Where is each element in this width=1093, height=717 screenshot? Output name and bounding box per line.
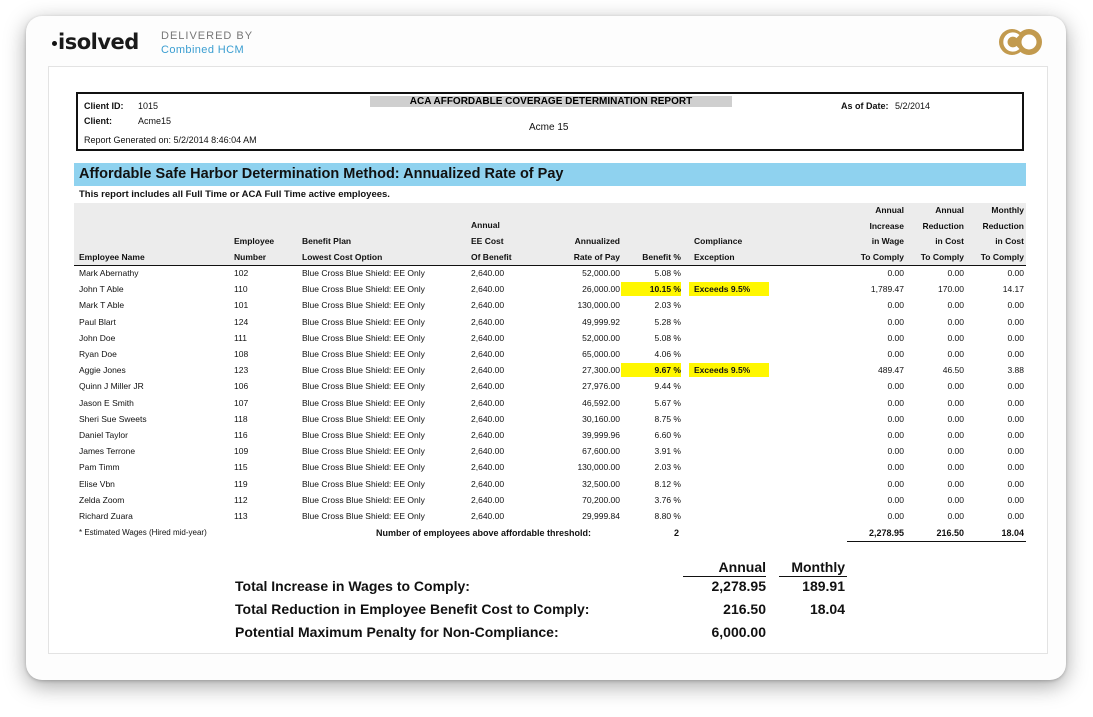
cell-name: Ryan Doe: [79, 349, 117, 359]
cell-name: Quinn J Miller JR: [79, 381, 144, 392]
cell-inc: 0.00: [887, 381, 904, 392]
cell-rate: 32,500.00: [582, 478, 620, 489]
logo-dot-icon: [52, 41, 57, 46]
th-monthly-1: Monthly: [991, 205, 1024, 215]
table-row: [49, 362, 1047, 378]
report-header-box: [76, 92, 1024, 151]
cell-mred: 0.00: [1007, 332, 1024, 343]
cell-mred: 0.00: [1007, 397, 1024, 408]
cell-pct: 2.03 %: [654, 300, 681, 311]
th-increase-4: To Comply: [860, 252, 904, 262]
cell-name: Pam Timm: [79, 462, 120, 473]
cell-exc: Exceeds 9.5%: [694, 284, 751, 295]
cell-plan: Blue Cross Blue Shield: EE Only: [302, 413, 425, 424]
client-id-value: 1015: [138, 101, 159, 111]
cell-plan: Blue Cross Blue Shield: EE Only: [302, 268, 425, 278]
table-row: [49, 378, 1047, 394]
cell-mred: 0.00: [1007, 511, 1024, 521]
cell-num: 118: [234, 413, 248, 424]
table-row: [49, 281, 1047, 297]
cell-pct: 3.76 %: [654, 494, 681, 505]
cell-red: 0.00: [947, 397, 964, 408]
table-row: [49, 476, 1047, 492]
cell-inc: 0.00: [887, 494, 904, 505]
cell-num: 109: [234, 446, 249, 457]
cell-num: 101: [234, 300, 249, 311]
cell-plan: Blue Cross Blue Shield: EE Only: [302, 300, 425, 311]
cell-name: Zelda Zoom: [79, 494, 125, 505]
cell-red: 0.00: [947, 349, 964, 359]
th-compliance-2: Exception: [694, 252, 735, 262]
cell-cost: 2,640.00: [471, 381, 505, 392]
cell-pct: 4.06 %: [654, 349, 681, 359]
cell-red: 0.00: [947, 430, 964, 440]
cell-cost: 2,640.00: [471, 494, 505, 505]
cell-plan: Blue Cross Blue Shield: EE Only: [302, 511, 425, 521]
cell-num: 119: [234, 478, 248, 489]
summary-increase-label: Total Increase in Wages to Comply:: [235, 578, 470, 594]
cell-inc: 0.00: [887, 332, 904, 343]
cell-mred: 0.00: [1007, 462, 1024, 473]
cell-rate: 70,200.00: [582, 494, 620, 505]
cell-cost: 2,640.00: [471, 478, 505, 489]
cell-rate: 29,999.84: [582, 511, 620, 521]
th-monthly-2: Reduction: [982, 221, 1024, 231]
cell-mred: 3.88: [1007, 365, 1024, 376]
cell-num: 123: [234, 365, 249, 376]
cell-rate: 46,592.00: [582, 397, 620, 408]
cell-name: James Terrone: [79, 446, 136, 457]
th-ee-cost-1: Annual: [471, 220, 500, 230]
th-rate-1: Annualized: [574, 236, 620, 246]
th-increase-1: Annual: [875, 205, 904, 215]
as-of-label: As of Date:: [841, 101, 889, 111]
report-document: [48, 66, 1048, 654]
cell-mred: 0.00: [1007, 478, 1024, 489]
cell-rate: 130,000.00: [577, 300, 620, 311]
cell-red: 0.00: [947, 316, 964, 327]
cell-rate: 52,000.00: [582, 332, 620, 343]
cell-red: 0.00: [947, 268, 964, 278]
cell-rate: 27,300.00: [582, 365, 620, 376]
cell-name: Aggie Jones: [79, 365, 126, 376]
cell-mred: 0.00: [1007, 316, 1024, 327]
cell-pct: 5.08 %: [654, 268, 681, 278]
cell-plan: Blue Cross Blue Shield: EE Only: [302, 478, 425, 489]
cell-inc: 0.00: [887, 268, 904, 278]
company-name: Acme 15: [529, 122, 569, 133]
table-row: [49, 395, 1047, 411]
cell-num: 110: [234, 284, 248, 295]
cell-plan: Blue Cross Blue Shield: EE Only: [302, 430, 425, 440]
cell-cost: 2,640.00: [471, 365, 505, 376]
report-title: ACA AFFORDABLE COVERAGE DETERMINATION REPORT: [370, 96, 732, 107]
summary-annual-rule: [683, 576, 766, 577]
cell-num: 102: [234, 268, 249, 278]
th-reduction-2: Reduction: [922, 221, 964, 231]
co-logo-icon: [998, 25, 1044, 59]
th-reduction-1: Annual: [935, 205, 964, 215]
cell-num: 112: [234, 494, 248, 505]
partner-name: Combined HCM: [161, 44, 245, 56]
cell-red: 0.00: [947, 381, 964, 392]
summary-reduction-annual: 216.50: [723, 601, 766, 617]
table-row: [49, 265, 1047, 281]
cell-name: Elise Vbn: [79, 478, 115, 489]
cell-plan: Blue Cross Blue Shield: EE Only: [302, 332, 425, 343]
cell-num: 108: [234, 349, 249, 359]
th-compliance-1: Compliance: [694, 236, 743, 246]
cell-red: 0.00: [947, 413, 964, 424]
cell-cost: 2,640.00: [471, 349, 505, 359]
cell-inc: 0.00: [887, 478, 904, 489]
cell-rate: 130,000.00: [577, 462, 620, 473]
cell-name: Paul Blart: [79, 316, 116, 327]
summary-increase-annual: 2,278.95: [711, 578, 766, 594]
cell-plan: Blue Cross Blue Shield: EE Only: [302, 316, 425, 327]
cell-red: 0.00: [947, 478, 964, 489]
table-row: [49, 492, 1047, 508]
cell-mred: 0.00: [1007, 494, 1024, 505]
report-note: This report includes all Full Time or ACA Full Time active employees.: [79, 189, 390, 200]
cell-red: 0.00: [947, 511, 964, 521]
cell-name: John T Able: [79, 284, 124, 295]
delivered-by: [161, 29, 253, 57]
cell-exc: Exceeds 9.5%: [694, 365, 751, 376]
cell-inc: 0.00: [887, 430, 904, 440]
threshold-count: 2: [673, 528, 679, 538]
table-row: [49, 427, 1047, 443]
summary-monthly-header: Monthly: [791, 559, 845, 575]
cell-mred: 0.00: [1007, 300, 1024, 311]
cell-pct: 8.80 %: [654, 511, 681, 521]
cell-inc: 0.00: [887, 462, 904, 473]
cell-inc: 0.00: [887, 511, 904, 521]
summary-annual-header: Annual: [718, 559, 766, 575]
cell-red: 46.50: [942, 365, 964, 376]
cell-name: Sheri Sue Sweets: [79, 413, 147, 424]
th-increase-3: in Wage: [871, 236, 904, 246]
table-row: [49, 508, 1047, 524]
cell-name: Mark T Able: [79, 300, 125, 311]
cell-mred: 0.00: [1007, 430, 1024, 440]
logo-text: isolved: [58, 30, 139, 54]
method-banner: Affordable Safe Harbor Determination Method: Annualized Rate of Pay: [74, 163, 1026, 186]
cell-cost: 2,640.00: [471, 511, 505, 521]
cell-plan: Blue Cross Blue Shield: EE Only: [302, 365, 425, 376]
summary-penalty-label: Potential Maximum Penalty for Non-Compliance:: [235, 624, 559, 640]
cell-plan: Blue Cross Blue Shield: EE Only: [302, 446, 425, 457]
cell-cost: 2,640.00: [471, 397, 505, 408]
th-monthly-4: To Comply: [980, 252, 1024, 262]
th-increase-2: Increase: [869, 221, 904, 231]
report-generated: Report Generated on: 5/2/2014 8:46:04 AM: [84, 135, 257, 145]
cell-name: Mark Abernathy: [79, 268, 139, 278]
cell-cost: 2,640.00: [471, 332, 505, 343]
th-benefit-plan-1: Benefit Plan: [302, 236, 352, 246]
cell-mred: 14.17: [1002, 284, 1024, 295]
table-row: [49, 459, 1047, 475]
table-row: [49, 314, 1047, 330]
cell-name: Jason E Smith: [79, 397, 134, 408]
cell-rate: 49,999.92: [582, 316, 620, 327]
th-employee-name: Employee Name: [79, 252, 145, 262]
cell-cost: 2,640.00: [471, 300, 505, 311]
cell-cost: 2,640.00: [471, 446, 505, 457]
cell-cost: 2,640.00: [471, 316, 505, 327]
client-label: Client:: [84, 116, 112, 126]
cell-inc: 0.00: [887, 300, 904, 311]
cell-pct: 9.67 %: [654, 365, 681, 376]
total-increase: 2,278.95: [868, 528, 904, 538]
th-monthly-3: in Cost: [995, 236, 1024, 246]
cell-cost: 2,640.00: [471, 430, 505, 440]
cell-pct: 6.60 %: [654, 430, 681, 440]
threshold-label: Number of employees above affordable threshold:: [376, 528, 592, 538]
cell-name: John Doe: [79, 332, 116, 343]
cell-pct: 8.75 %: [654, 413, 681, 424]
table-row: [49, 411, 1047, 427]
cell-inc: 0.00: [887, 349, 904, 359]
summary-increase-monthly: 189.91: [802, 578, 845, 594]
summary-reduction-monthly: 18.04: [809, 601, 845, 617]
cell-num: 106: [234, 381, 249, 392]
cell-mred: 0.00: [1007, 413, 1024, 424]
summary-reduction-label: Total Reduction in Employee Benefit Cost to Comply:: [235, 601, 590, 617]
cell-red: 0.00: [947, 300, 964, 311]
badge-letters: CO: [998, 25, 1000, 26]
th-ee-cost-2: EE Cost: [471, 236, 504, 246]
cell-red: 0.00: [947, 462, 964, 473]
cell-plan: Blue Cross Blue Shield: EE Only: [302, 381, 425, 392]
cell-pct: 8.12 %: [654, 478, 681, 489]
th-reduction-3: in Cost: [935, 236, 964, 246]
cell-inc: 0.00: [887, 397, 904, 408]
totals-rule: [847, 541, 1026, 542]
cell-num: 107: [234, 397, 249, 408]
cell-rate: 65,000.00: [582, 349, 620, 359]
th-benefit-pct: Benefit %: [642, 252, 681, 262]
delivered-by-label: DELIVERED BY: [161, 30, 254, 42]
total-reduction: 216.50: [936, 528, 964, 538]
cell-inc: 0.00: [887, 316, 904, 327]
total-monthly: 18.04: [1001, 528, 1024, 538]
cell-mred: 0.00: [1007, 446, 1024, 457]
cell-pct: 5.67 %: [654, 397, 681, 408]
cell-plan: Blue Cross Blue Shield: EE Only: [302, 397, 425, 408]
summary-monthly-rule: [779, 576, 847, 577]
cell-plan: Blue Cross Blue Shield: EE Only: [302, 462, 425, 473]
cell-num: 111: [234, 332, 247, 343]
table-row: [49, 443, 1047, 459]
estimated-wages-note: * Estimated Wages (Hired mid-year): [79, 528, 207, 537]
cell-mred: 0.00: [1007, 268, 1024, 278]
th-rate-2: Rate of Pay: [573, 252, 620, 262]
cell-rate: 67,600.00: [582, 446, 620, 457]
cell-pct: 9.44 %: [654, 381, 681, 392]
cell-pct: 3.91 %: [654, 446, 681, 457]
cell-inc: 1,789.47: [870, 284, 904, 295]
cell-inc: 0.00: [887, 413, 904, 424]
cell-mred: 0.00: [1007, 381, 1024, 392]
th-reduction-4: To Comply: [920, 252, 964, 262]
as-of-date: 5/2/2014: [895, 101, 931, 111]
cell-pct: 2.03 %: [654, 462, 681, 473]
cell-red: 170.00: [938, 284, 964, 295]
cell-rate: 26,000.00: [582, 284, 620, 295]
cell-rate: 30,160.00: [582, 413, 620, 424]
table-row: [49, 297, 1047, 313]
cell-name: Daniel Taylor: [79, 430, 128, 440]
cell-name: Richard Zuara: [79, 511, 133, 521]
summary-penalty-annual: 6,000.00: [711, 624, 766, 640]
cell-pct: 5.28 %: [654, 316, 681, 327]
cell-red: 0.00: [947, 494, 964, 505]
cell-red: 0.00: [947, 446, 964, 457]
table-row: [49, 330, 1047, 346]
th-benefit-plan-2: Lowest Cost Option: [302, 252, 383, 262]
table-row: [49, 346, 1047, 362]
client-value: Acme15: [138, 116, 172, 126]
cell-num: 124: [234, 316, 249, 327]
cell-plan: Blue Cross Blue Shield: EE Only: [302, 349, 425, 359]
cell-pct: 10.15 %: [649, 284, 681, 295]
cell-num: 115: [234, 462, 248, 473]
cell-rate: 39,999.96: [582, 430, 620, 440]
cell-mred: 0.00: [1007, 349, 1024, 359]
cell-inc: 489.47: [878, 365, 904, 376]
cell-cost: 2,640.00: [471, 284, 505, 295]
cell-pct: 5.08 %: [654, 332, 681, 343]
cell-plan: Blue Cross Blue Shield: EE Only: [302, 494, 425, 505]
th-employee-number-2: Number: [234, 252, 267, 262]
cell-num: 113: [234, 511, 248, 521]
cell-rate: 27,976.00: [582, 381, 620, 392]
cell-cost: 2,640.00: [471, 268, 505, 278]
cell-red: 0.00: [947, 332, 964, 343]
isolved-logo: [52, 30, 139, 54]
th-employee-number-1: Employee: [234, 236, 275, 246]
cell-rate: 52,000.00: [582, 268, 620, 278]
client-id-label: Client ID:: [84, 101, 124, 111]
cell-cost: 2,640.00: [471, 462, 505, 473]
th-ee-cost-3: Of Benefit: [471, 252, 512, 262]
cell-cost: 2,640.00: [471, 413, 505, 424]
cell-inc: 0.00: [887, 446, 904, 457]
cell-plan: Blue Cross Blue Shield: EE Only: [302, 284, 425, 295]
cell-num: 116: [234, 430, 248, 440]
